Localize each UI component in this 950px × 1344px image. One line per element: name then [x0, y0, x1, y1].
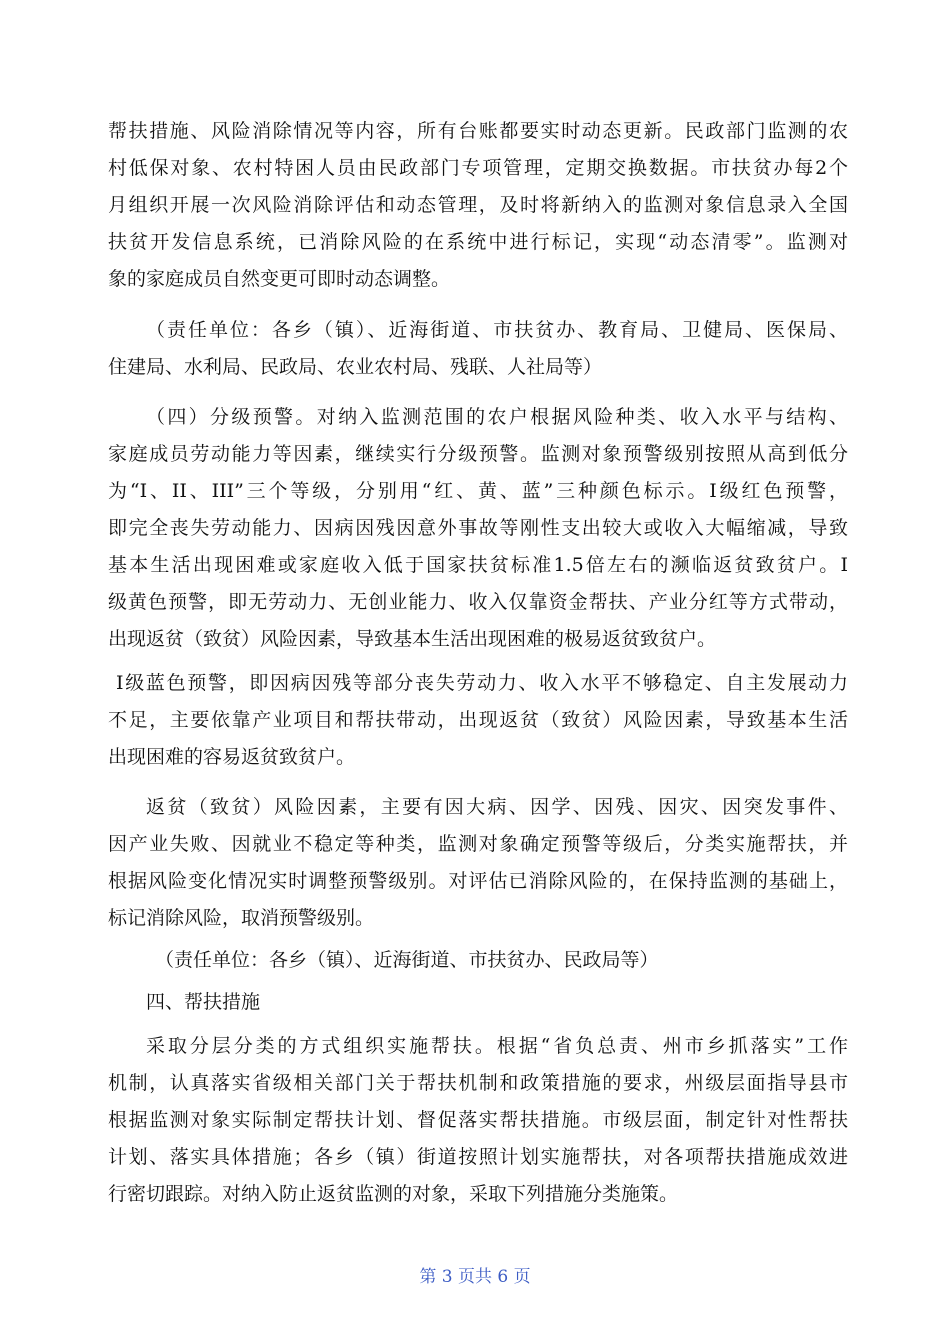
section-heading: 四、帮扶措施	[146, 991, 261, 1013]
responsibility-note: 住建局、水利局、民政局、农业农村局、残联、人社局等）	[108, 356, 603, 378]
section-heading-line: （四）分级预警。对纳入监测范围的农户根据风险种类、收入水平与结构、	[146, 406, 848, 428]
body-line: 扶贫开发信息系统，已消除风险的在系统中进行标记，实现“动态清零”。监测对	[108, 231, 848, 253]
body-line: 出现困难的容易返贫致贫户。	[108, 746, 356, 768]
body-line: 月组织开展一次风险消除评估和动态管理，及时将新纳入的监测对象信息录入全国	[108, 194, 848, 216]
body-line: 采取分层分类的方式组织实施帮扶。根据“省负总责、州市乡抓落实”工作	[146, 1035, 848, 1057]
responsibility-note: （责任单位：各乡（镇）、近海街道、市扶贫办、教育局、卫健局、医保局、	[146, 319, 848, 341]
body-line: 帮扶措施、风险消除情况等内容，所有台账都要实时动态更新。民政部门监测的农	[108, 120, 848, 142]
body-line: 返贫（致贫）风险因素，主要有因大病、因学、因残、因灾、因突发事件、	[146, 796, 848, 818]
body-line: 标记消除风险，取消预警级别。	[108, 907, 375, 929]
body-line: 根据风险变化情况实时调整预警级别。对评估已消除风险的，在保持监测的基础上，	[108, 870, 848, 892]
body-line: 计划、落实具体措施；各乡（镇）街道按照计划实施帮扶，对各项帮扶措施成效进	[108, 1146, 848, 1168]
responsibility-note: （责任单位：各乡（镇）、近海街道、市扶贫办、民政局等）	[155, 949, 659, 971]
body-line: 根据监测对象实际制定帮扶计划、督促落实帮扶措施。市级层面，制定针对性帮扶	[108, 1109, 848, 1131]
body-line: 基本生活出现困难或家庭收入低于国家扶贫标准1.5倍左右的濒临返贫致贫户。I	[108, 554, 848, 576]
body-line: 即完全丧失劳动能力、因病因残因意外事故等刚性支出较大或收入大幅缩减，导致	[108, 517, 848, 539]
body-line: 村低保对象、农村特困人员由民政部门专项管理，定期交换数据。市扶贫办每2个	[108, 157, 848, 179]
body-line: 为“I、II、III”三个等级，分别用“红、黄、蓝”三种颜色标示。I级红色预警，	[108, 480, 848, 502]
body-line: 级黄色预警，即无劳动力、无创业能力、收入仅靠资金帮扶、产业分红等方式带动，	[108, 591, 848, 613]
body-line: 家庭成员劳动能力等因素，继续实行分级预警。监测对象预警级别按照从高到低分	[108, 443, 848, 465]
body-line: 不足，主要依靠产业项目和帮扶带动，出现返贫（致贫）风险因素，导致基本生活	[108, 709, 848, 731]
body-line: 机制，认真落实省级相关部门关于帮扶机制和政策措施的要求，州级层面指导县市	[108, 1072, 848, 1094]
body-line: I级蓝色预警，即因病因残等部分丧失劳动力、收入水平不够稳定、自主发展动力	[116, 672, 848, 694]
body-line: 象的家庭成员自然变更可即时动态调整。	[108, 268, 451, 290]
page-number-footer: 第 3 页共 6 页	[419, 1267, 531, 1287]
body-line: 因产业失败、因就业不稳定等种类，监测对象确定预警等级后，分类实施帮扶，并	[108, 833, 848, 855]
body-line: 行密切跟踪。对纳入防止返贫监测的对象，采取下列措施分类施策。	[108, 1183, 679, 1205]
body-line: 出现返贫（致贫）风险因素，导致基本生活出现困难的极易返贫致贫户。	[108, 628, 717, 650]
